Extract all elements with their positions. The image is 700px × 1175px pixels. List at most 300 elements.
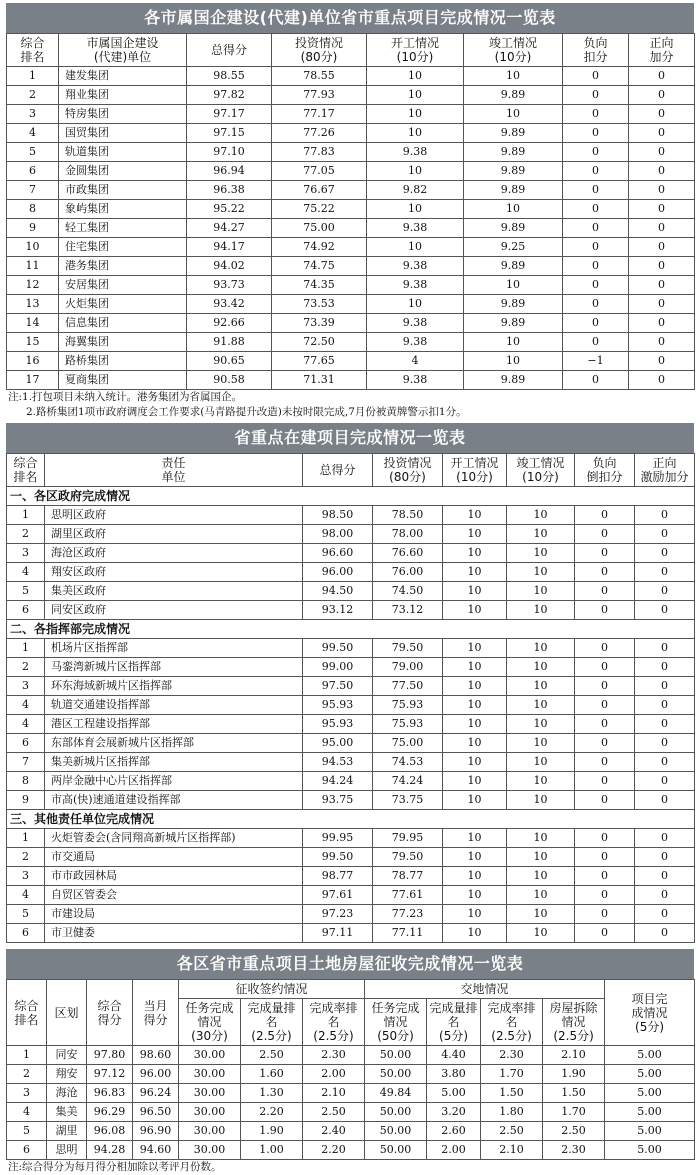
table-cell: 轨道集团: [59, 143, 187, 162]
table-cell: 10: [507, 772, 575, 791]
table-cell: 74.24: [373, 772, 443, 791]
table-cell: 0: [575, 753, 635, 772]
table-cell: 90.58: [187, 371, 272, 390]
table2-header-cell: 投资情况 (80分): [373, 454, 443, 487]
table-cell: 10: [367, 295, 464, 314]
table-row: [7, 162, 695, 181]
table-row: [7, 506, 695, 525]
table-cell: 0: [629, 181, 695, 200]
table-cell: 91.88: [187, 333, 272, 352]
table-cell: 74.50: [373, 582, 443, 601]
table-cell: 10: [443, 677, 507, 696]
table-cell: 10: [507, 753, 575, 772]
table-cell: 10: [443, 658, 507, 677]
table2-header-cell: 总得分: [303, 454, 373, 487]
table-cell: 10: [507, 829, 575, 848]
table-cell: 0: [635, 848, 695, 867]
table-cell: 市卫健委: [45, 924, 303, 943]
table-row: [7, 924, 695, 943]
table-cell: 10: [367, 86, 464, 105]
table-cell: 火炬集团: [59, 295, 187, 314]
table-cell: 0: [635, 506, 695, 525]
table-cell: 2.00: [303, 1065, 365, 1084]
table-cell: 0: [563, 238, 629, 257]
table-cell: 76.60: [373, 544, 443, 563]
table-cell: 9.82: [367, 181, 464, 200]
table-cell: 0: [635, 905, 695, 924]
table1-header-cell: 市属国企建设 (代建)单位: [59, 34, 187, 67]
table-cell: 环东海域新城片区指挥部: [45, 677, 303, 696]
table-cell: 9.89: [464, 314, 563, 333]
table-cell: 2.30: [481, 1046, 543, 1065]
table1-note-1: 注:1.打包项目未纳入统计。港务集团为省属国企。: [8, 391, 243, 403]
table-cell: 50.00: [365, 1046, 427, 1065]
table-cell: 市政集团: [59, 181, 187, 200]
table1-header-cell: 竣工情况 (10分): [464, 34, 563, 67]
table-cell: 73.53: [272, 295, 367, 314]
table-cell: 思明: [47, 1141, 87, 1160]
table-cell: 2.30: [303, 1046, 365, 1065]
table-cell: 0: [629, 276, 695, 295]
table-cell: 2.20: [241, 1103, 303, 1122]
table1-header-cell: 总得分: [187, 34, 272, 67]
table-cell: 0: [575, 715, 635, 734]
table-cell: 自贸区管委会: [45, 886, 303, 905]
table-cell: 港区工程建设指挥部: [45, 715, 303, 734]
table-cell: 9.25: [464, 238, 563, 257]
table-cell: 0: [629, 257, 695, 276]
table-row: [7, 677, 695, 696]
table-cell: 75.93: [373, 696, 443, 715]
table-cell: 16: [7, 352, 59, 371]
table-cell: 市交通局: [45, 848, 303, 867]
table1-header-row: [7, 34, 695, 67]
table-cell: 0: [629, 86, 695, 105]
table-cell: 9.38: [367, 333, 464, 352]
table-cell: 50.00: [365, 1103, 427, 1122]
table-cell: 0: [563, 371, 629, 390]
table-cell: 4: [367, 352, 464, 371]
table3-header-cell: 区划: [47, 980, 87, 1046]
table1: [6, 33, 695, 390]
table2-title: 省重点在建项目完成情况一览表: [6, 423, 694, 453]
table-cell: 安居集团: [59, 276, 187, 295]
table-cell: 0: [575, 601, 635, 620]
table-cell: 0: [635, 829, 695, 848]
table-cell: 78.50: [373, 506, 443, 525]
table-cell: 0: [629, 238, 695, 257]
table-cell: 2.10: [303, 1084, 365, 1103]
table-cell: 96.00: [303, 563, 373, 582]
table-cell: 海沧区政府: [45, 544, 303, 563]
table-cell: 94.53: [303, 753, 373, 772]
table-cell: 0: [635, 563, 695, 582]
table-cell: 0: [563, 124, 629, 143]
table-cell: 98.50: [303, 506, 373, 525]
table-cell: 77.93: [272, 86, 367, 105]
table-cell: 机场片区指挥部: [45, 639, 303, 658]
table-cell: 77.50: [373, 677, 443, 696]
table-cell: 特房集团: [59, 105, 187, 124]
table-cell: 1: [7, 67, 59, 86]
table-cell: 77.17: [272, 105, 367, 124]
table2-header-row: [7, 454, 695, 487]
table-cell: 95.93: [303, 696, 373, 715]
table-cell: 2: [7, 86, 59, 105]
table-row: [7, 238, 695, 257]
table-cell: 96.24: [133, 1084, 179, 1103]
table2-body: [7, 487, 695, 943]
table-cell: 13: [7, 295, 59, 314]
table-row: [7, 371, 695, 390]
table-row: [7, 848, 695, 867]
table-cell: 97.11: [303, 924, 373, 943]
table-cell: 98.77: [303, 867, 373, 886]
table-cell: 7: [7, 181, 59, 200]
table-row: [7, 200, 695, 219]
table-cell: 火炬管委会(含同翔高新城片区指挥部): [45, 829, 303, 848]
table2: [6, 453, 695, 943]
table-cell: 0: [575, 658, 635, 677]
table-row: [7, 658, 695, 677]
table-cell: 0: [575, 639, 635, 658]
table-cell: 4: [7, 715, 45, 734]
table-cell: 10: [507, 677, 575, 696]
table-cell: 30.00: [179, 1065, 241, 1084]
table-cell: 5: [7, 1122, 47, 1141]
table3-note: 注:综合得分为每月得分相加除以考评月份数。: [8, 1161, 222, 1173]
table-cell: 1.80: [481, 1103, 543, 1122]
table-cell: 99.95: [303, 829, 373, 848]
table-cell: 6: [7, 924, 45, 943]
table-cell: 3: [7, 867, 45, 886]
table-cell: 2.20: [303, 1141, 365, 1160]
table-cell: 10: [464, 276, 563, 295]
table-cell: 0: [575, 696, 635, 715]
table-cell: 99.50: [303, 848, 373, 867]
table-cell: 10: [443, 601, 507, 620]
table-cell: 7: [7, 753, 45, 772]
table3-header-cell: 综合 排名: [7, 980, 47, 1046]
table-cell: 0: [563, 105, 629, 124]
table-cell: 3: [7, 544, 45, 563]
table-cell: 9.38: [367, 371, 464, 390]
table-cell: 74.35: [272, 276, 367, 295]
table2-header-cell: 开工情况 (10分): [443, 454, 507, 487]
table3-header-cell: 项目完 成情况 (5分): [605, 980, 695, 1046]
table-cell: 10: [464, 352, 563, 371]
table-cell: 78.55: [272, 67, 367, 86]
table-cell: 74.75: [272, 257, 367, 276]
table3: [6, 979, 695, 1160]
table-cell: 3: [7, 105, 59, 124]
table-row: [7, 829, 695, 848]
table-cell: 2.60: [427, 1122, 481, 1141]
table-cell: 10: [443, 905, 507, 924]
table-row: [7, 791, 695, 810]
table-row: [7, 867, 695, 886]
table-cell: 9.89: [464, 162, 563, 181]
table-cell: 79.00: [373, 658, 443, 677]
table-cell: 96.00: [133, 1065, 179, 1084]
table-row: [7, 563, 695, 582]
section-row: [7, 810, 695, 829]
table-cell: 50.00: [365, 1122, 427, 1141]
table-cell: 海沧: [47, 1084, 87, 1103]
table-cell: 30.00: [179, 1103, 241, 1122]
table-cell: 10: [507, 639, 575, 658]
table-cell: 5: [7, 582, 45, 601]
table-cell: 0: [575, 677, 635, 696]
table-cell: 97.23: [303, 905, 373, 924]
table-cell: 0: [575, 924, 635, 943]
table-cell: 0: [575, 525, 635, 544]
table-cell: 5.00: [605, 1046, 695, 1065]
table-cell: 75.93: [373, 715, 443, 734]
table-cell: 0: [635, 544, 695, 563]
table-row: [7, 219, 695, 238]
table-cell: 96.90: [133, 1122, 179, 1141]
table-cell: 1.90: [241, 1122, 303, 1141]
table-cell: 0: [575, 734, 635, 753]
table-cell: 0: [635, 658, 695, 677]
table-cell: 集美: [47, 1103, 87, 1122]
table3-header-cell: 任务完成 情况 (30分): [179, 999, 241, 1046]
table-cell: 97.17: [187, 105, 272, 124]
table-cell: 10: [443, 563, 507, 582]
table-cell: 0: [635, 924, 695, 943]
table-cell: 10: [507, 924, 575, 943]
table-cell: 集美新城片区指挥部: [45, 753, 303, 772]
table-row: [7, 753, 695, 772]
table-cell: 0: [563, 143, 629, 162]
table-cell: 9.89: [464, 371, 563, 390]
table3-header-cell: 房屋拆除 情况 (2.5分): [543, 999, 605, 1046]
table-cell: 住宅集团: [59, 238, 187, 257]
table-cell: 0: [629, 219, 695, 238]
table-cell: 10: [507, 563, 575, 582]
table-cell: 10: [464, 67, 563, 86]
table-cell: 4: [7, 563, 45, 582]
table-cell: 0: [635, 677, 695, 696]
table-cell: 0: [563, 219, 629, 238]
table-cell: 75.00: [373, 734, 443, 753]
table-cell: 0: [575, 886, 635, 905]
table-cell: 72.50: [272, 333, 367, 352]
table-cell: 翔业集团: [59, 86, 187, 105]
table-cell: 95.22: [187, 200, 272, 219]
table-cell: 0: [563, 86, 629, 105]
table-cell: 0: [635, 715, 695, 734]
table-cell: 96.08: [87, 1122, 133, 1141]
table-cell: 10: [443, 734, 507, 753]
table-cell: 湖里: [47, 1122, 87, 1141]
table-cell: 94.17: [187, 238, 272, 257]
table-cell: 97.61: [303, 886, 373, 905]
table-cell: 路桥集团: [59, 352, 187, 371]
table-cell: 5: [7, 905, 45, 924]
table-cell: 75.00: [272, 219, 367, 238]
table-cell: 2.30: [543, 1141, 605, 1160]
table-cell: 10: [443, 506, 507, 525]
table3-header-cell: 完成率排 名 (2.5分): [303, 999, 365, 1046]
table-cell: 0: [629, 314, 695, 333]
table-cell: 9.89: [464, 219, 563, 238]
table3-header-cell: 任务完成 情况 (50分): [365, 999, 427, 1046]
table-cell: 4: [7, 1103, 47, 1122]
table-cell: 10: [367, 105, 464, 124]
table-cell: 0: [575, 829, 635, 848]
table-cell: 5.00: [605, 1065, 695, 1084]
table-cell: 0: [635, 601, 695, 620]
table-cell: 95.93: [303, 715, 373, 734]
table-cell: 10: [507, 582, 575, 601]
table2-header-cell: 责任 单位: [45, 454, 303, 487]
table-cell: 73.75: [373, 791, 443, 810]
table-row: [7, 905, 695, 924]
table-cell: 10: [367, 162, 464, 181]
table-cell: 建发集团: [59, 67, 187, 86]
table-row: [7, 1122, 695, 1141]
table-cell: 98.55: [187, 67, 272, 86]
table3-group-row: [7, 980, 695, 999]
table-cell: 4.40: [427, 1046, 481, 1065]
table-cell: 9: [7, 791, 45, 810]
table-cell: 两岸金融中心片区指挥部: [45, 772, 303, 791]
table-cell: 6: [7, 601, 45, 620]
table-row: [7, 734, 695, 753]
table-cell: 港务集团: [59, 257, 187, 276]
page: [0, 3, 700, 1173]
table2-header-cell: 正向 激励加分: [635, 454, 695, 487]
table-cell: 10: [507, 544, 575, 563]
table3-header-cell: 完成率排 名 (2.5分): [481, 999, 543, 1046]
table-cell: 1.60: [241, 1065, 303, 1084]
table-cell: 同安区政府: [45, 601, 303, 620]
table-cell: 1: [7, 639, 45, 658]
table-cell: 0: [575, 544, 635, 563]
table-cell: 0: [635, 867, 695, 886]
table-cell: 73.12: [373, 601, 443, 620]
table-cell: 0: [635, 525, 695, 544]
table-row: [7, 772, 695, 791]
table-cell: 96.60: [303, 544, 373, 563]
table-cell: 0: [635, 696, 695, 715]
table-cell: 78.77: [373, 867, 443, 886]
table-cell: 10: [443, 582, 507, 601]
table-cell: 30.00: [179, 1046, 241, 1065]
table2-header-cell: 综合 排名: [7, 454, 45, 487]
table-row: [7, 352, 695, 371]
table-row: [7, 525, 695, 544]
table-cell: 93.42: [187, 295, 272, 314]
table-cell: 94.60: [133, 1141, 179, 1160]
table-cell: 12: [7, 276, 59, 295]
table-cell: 30.00: [179, 1141, 241, 1160]
table-cell: 9.38: [367, 143, 464, 162]
table-cell: 10: [464, 333, 563, 352]
table-cell: 6: [7, 734, 45, 753]
table1-title: 各市属国企建设(代建)单位省市重点项目完成情况一览表: [6, 3, 694, 33]
table-cell: 1.70: [481, 1065, 543, 1084]
table-cell: 0: [629, 105, 695, 124]
table-cell: 97.82: [187, 86, 272, 105]
table1-header-cell: 正向 加分: [629, 34, 695, 67]
table-cell: 2.50: [481, 1122, 543, 1141]
table-cell: 3.80: [427, 1065, 481, 1084]
table-cell: 2.50: [241, 1046, 303, 1065]
table-cell: 0: [575, 791, 635, 810]
table-cell: 轨道交通建设指挥部: [45, 696, 303, 715]
section-label: 一、各区政府完成情况: [7, 487, 695, 506]
table-cell: 10: [507, 867, 575, 886]
table-cell: 9.89: [464, 86, 563, 105]
table-cell: 95.00: [303, 734, 373, 753]
table-row: [7, 544, 695, 563]
table-cell: 思明区政府: [45, 506, 303, 525]
table-cell: 1.90: [543, 1065, 605, 1084]
table-cell: 10: [464, 105, 563, 124]
table-row: [7, 1103, 695, 1122]
table-cell: 轻工集团: [59, 219, 187, 238]
table-cell: 96.83: [87, 1084, 133, 1103]
section-row: [7, 487, 695, 506]
table-cell: 10: [443, 848, 507, 867]
table-cell: 6: [7, 1141, 47, 1160]
table-cell: 8: [7, 772, 45, 791]
table-row: [7, 276, 695, 295]
table-cell: 9.89: [464, 143, 563, 162]
table-cell: 0: [563, 314, 629, 333]
table-cell: 97.10: [187, 143, 272, 162]
table-cell: 9.38: [367, 276, 464, 295]
table-cell: 国贸集团: [59, 124, 187, 143]
table3-group-land: 交地情况: [365, 980, 605, 999]
table-cell: 10: [507, 791, 575, 810]
table-cell: 10: [367, 67, 464, 86]
table-cell: 市高(快)速通道建设指挥部: [45, 791, 303, 810]
table-cell: 2.10: [543, 1046, 605, 1065]
table-cell: 77.83: [272, 143, 367, 162]
table-cell: 0: [575, 905, 635, 924]
table-cell: 9.38: [367, 314, 464, 333]
table-cell: 市建设局: [45, 905, 303, 924]
table-row: [7, 333, 695, 352]
table-cell: 0: [629, 352, 695, 371]
table-row: [7, 143, 695, 162]
table-cell: 10: [367, 124, 464, 143]
table-cell: 马銮湾新城片区指挥部: [45, 658, 303, 677]
table-row: [7, 67, 695, 86]
table-cell: 9.89: [464, 181, 563, 200]
table-cell: 10: [507, 658, 575, 677]
table-cell: 0: [563, 67, 629, 86]
table2-header-cell: 竣工情况 (10分): [507, 454, 575, 487]
table-cell: 9.89: [464, 257, 563, 276]
table3-header-cell: 完成量排 名 (5分): [427, 999, 481, 1046]
table-cell: 77.65: [272, 352, 367, 371]
table-cell: 1: [7, 1046, 47, 1065]
table-cell: 东部体育会展新城片区指挥部: [45, 734, 303, 753]
table-row: [7, 124, 695, 143]
table-cell: 96.29: [87, 1103, 133, 1122]
table-cell: 市市政园林局: [45, 867, 303, 886]
table-cell: 93.12: [303, 601, 373, 620]
table-row: [7, 1141, 695, 1160]
table-row: [7, 314, 695, 333]
table-cell: 94.24: [303, 772, 373, 791]
table2-header-cell: 负向 倒扣分: [575, 454, 635, 487]
